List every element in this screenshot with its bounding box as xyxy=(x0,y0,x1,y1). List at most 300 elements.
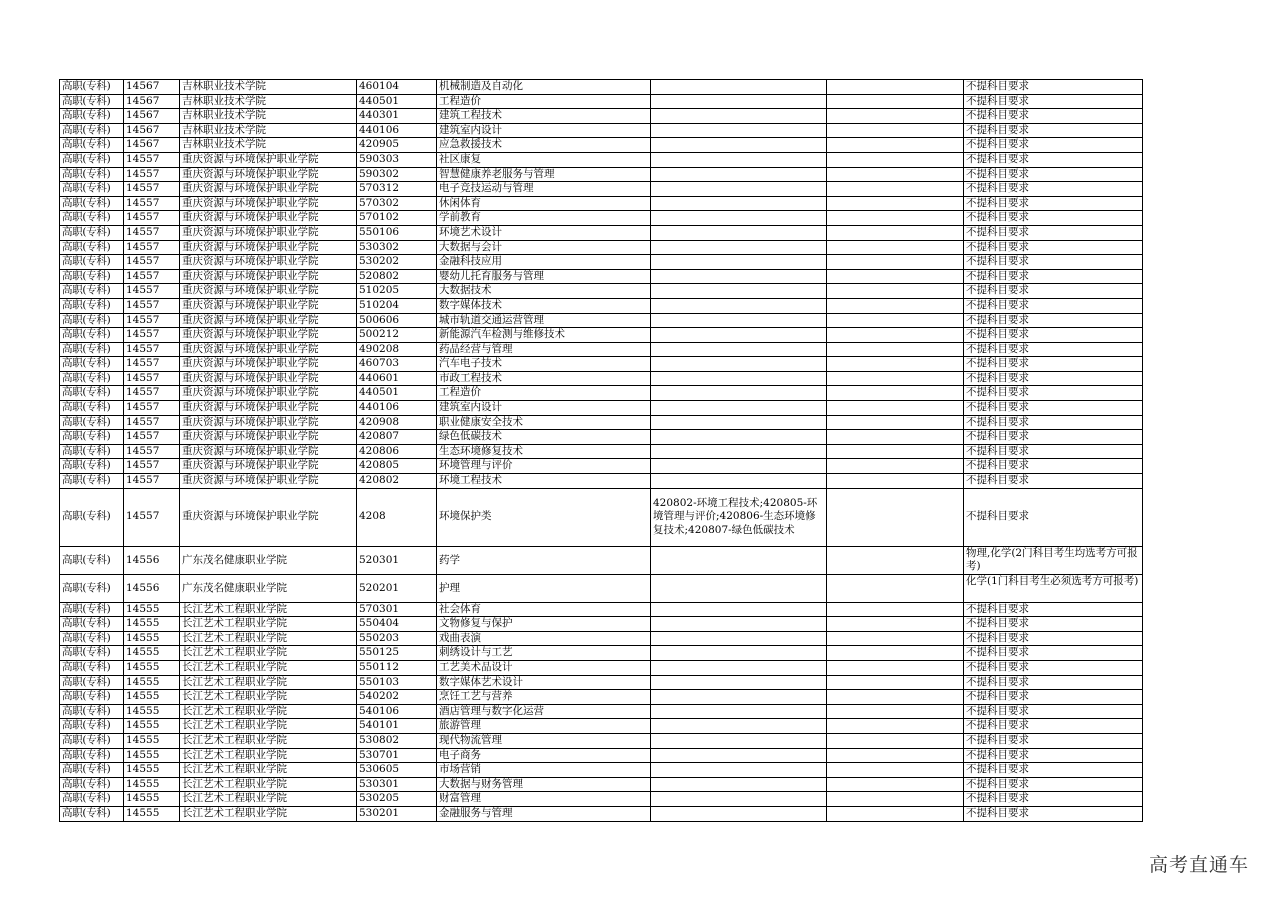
cell-included-majors xyxy=(651,444,827,459)
cell-note xyxy=(827,430,964,445)
cell-major-code: 500212 xyxy=(357,328,437,343)
cell-level: 高职(专科) xyxy=(60,357,124,372)
cell-note xyxy=(827,646,964,661)
cell-level: 高职(专科) xyxy=(60,474,124,489)
cell-school-name: 重庆资源与环境保护职业学院 xyxy=(180,459,357,474)
table-row xyxy=(60,444,1143,459)
table-row xyxy=(60,690,1143,705)
cell-included-majors xyxy=(651,401,827,416)
table-row xyxy=(60,719,1143,734)
cell-subject-requirement: 不提科目要求 xyxy=(964,211,1143,226)
cell-subject-requirement: 不提科目要求 xyxy=(964,109,1143,124)
cell-note xyxy=(827,719,964,734)
cell-school-name: 长江艺术工程职业学院 xyxy=(180,748,357,763)
cell-subject-requirement: 不提科目要求 xyxy=(964,806,1143,821)
cell-major-name: 市政工程技术 xyxy=(437,371,651,386)
cell-note xyxy=(827,777,964,792)
cell-school-name: 长江艺术工程职业学院 xyxy=(180,646,357,661)
cell-subject-requirement: 不提科目要求 xyxy=(964,313,1143,328)
cell-school-name: 重庆资源与环境保护职业学院 xyxy=(180,211,357,226)
cell-major-code: 530701 xyxy=(357,748,437,763)
cell-school-code: 14555 xyxy=(124,661,180,676)
cell-note xyxy=(827,298,964,313)
cell-major-name: 绿色低碳技术 xyxy=(437,430,651,445)
cell-school-code: 14556 xyxy=(124,574,180,602)
cell-school-code: 14557 xyxy=(124,211,180,226)
watermark: 高考直通车 xyxy=(1148,854,1249,876)
cell-level: 高职(专科) xyxy=(60,328,124,343)
cell-level: 高职(专科) xyxy=(60,646,124,661)
cell-included-majors xyxy=(651,617,827,632)
cell-major-code: 550112 xyxy=(357,661,437,676)
cell-subject-requirement: 不提科目要求 xyxy=(964,401,1143,416)
cell-subject-requirement: 不提科目要求 xyxy=(964,488,1143,546)
cell-included-majors xyxy=(651,661,827,676)
cell-level: 高职(专科) xyxy=(60,255,124,270)
cell-subject-requirement: 不提科目要求 xyxy=(964,269,1143,284)
table-row xyxy=(60,430,1143,445)
cell-subject-requirement: 不提科目要求 xyxy=(964,342,1143,357)
cell-note xyxy=(827,94,964,109)
table-row xyxy=(60,792,1143,807)
cell-school-name: 重庆资源与环境保护职业学院 xyxy=(180,255,357,270)
table-row xyxy=(60,661,1143,676)
table-row xyxy=(60,225,1143,240)
cell-school-code: 14567 xyxy=(124,123,180,138)
cell-major-code: 550404 xyxy=(357,617,437,632)
cell-subject-requirement: 不提科目要求 xyxy=(964,474,1143,489)
cell-major-code: 570312 xyxy=(357,182,437,197)
cell-school-name: 重庆资源与环境保护职业学院 xyxy=(180,415,357,430)
cell-included-majors xyxy=(651,733,827,748)
cell-major-name: 环境管理与评价 xyxy=(437,459,651,474)
cell-included-majors xyxy=(651,328,827,343)
cell-school-name: 长江艺术工程职业学院 xyxy=(180,631,357,646)
cell-school-name: 吉林职业技术学院 xyxy=(180,80,357,95)
cell-major-code: 440106 xyxy=(357,401,437,416)
cell-school-name: 重庆资源与环境保护职业学院 xyxy=(180,313,357,328)
cell-major-name: 药品经营与管理 xyxy=(437,342,651,357)
cell-included-majors xyxy=(651,255,827,270)
cell-note xyxy=(827,269,964,284)
cell-note xyxy=(827,342,964,357)
cell-included-majors xyxy=(651,284,827,299)
cell-school-code: 14557 xyxy=(124,284,180,299)
cell-school-name: 吉林职业技术学院 xyxy=(180,138,357,153)
table-row xyxy=(60,269,1143,284)
cell-level: 高职(专科) xyxy=(60,386,124,401)
cell-school-code: 14555 xyxy=(124,806,180,821)
cell-included-majors xyxy=(651,415,827,430)
cell-school-name: 重庆资源与环境保护职业学院 xyxy=(180,152,357,167)
cell-school-code: 14555 xyxy=(124,675,180,690)
cell-school-name: 重庆资源与环境保护职业学院 xyxy=(180,225,357,240)
table-row xyxy=(60,386,1143,401)
cell-included-majors xyxy=(651,602,827,617)
cell-school-code: 14557 xyxy=(124,371,180,386)
cell-major-name: 婴幼儿托育服务与管理 xyxy=(437,269,651,284)
cell-school-code: 14557 xyxy=(124,444,180,459)
cell-level: 高职(专科) xyxy=(60,430,124,445)
cell-note xyxy=(827,80,964,95)
cell-subject-requirement: 不提科目要求 xyxy=(964,298,1143,313)
cell-major-code: 590302 xyxy=(357,167,437,182)
cell-level: 高职(专科) xyxy=(60,182,124,197)
cell-major-code: 550203 xyxy=(357,631,437,646)
cell-school-name: 重庆资源与环境保护职业学院 xyxy=(180,357,357,372)
cell-school-name: 重庆资源与环境保护职业学院 xyxy=(180,196,357,211)
cell-school-name: 重庆资源与环境保护职业学院 xyxy=(180,240,357,255)
cell-school-code: 14555 xyxy=(124,617,180,632)
cell-school-name: 重庆资源与环境保护职业学院 xyxy=(180,342,357,357)
table-row xyxy=(60,763,1143,778)
cell-note xyxy=(827,138,964,153)
table-row xyxy=(60,255,1143,270)
cell-note xyxy=(827,444,964,459)
cell-school-name: 长江艺术工程职业学院 xyxy=(180,704,357,719)
cell-major-name: 建筑工程技术 xyxy=(437,109,651,124)
cell-major-name: 社会体育 xyxy=(437,602,651,617)
cell-included-majors xyxy=(651,298,827,313)
table-row xyxy=(60,94,1143,109)
cell-included-majors xyxy=(651,123,827,138)
table-row xyxy=(60,211,1143,226)
cell-school-code: 14557 xyxy=(124,342,180,357)
table-row xyxy=(60,459,1143,474)
cell-major-name: 职业健康安全技术 xyxy=(437,415,651,430)
cell-school-code: 14567 xyxy=(124,80,180,95)
table-row xyxy=(60,675,1143,690)
cell-level: 高职(专科) xyxy=(60,401,124,416)
cell-note xyxy=(827,806,964,821)
cell-major-name: 休闲体育 xyxy=(437,196,651,211)
table-row xyxy=(60,733,1143,748)
cell-major-name: 大数据技术 xyxy=(437,284,651,299)
cell-major-code: 4208 xyxy=(357,488,437,546)
cell-included-majors xyxy=(651,269,827,284)
cell-school-name: 重庆资源与环境保护职业学院 xyxy=(180,488,357,546)
cell-subject-requirement: 不提科目要求 xyxy=(964,763,1143,778)
table-row xyxy=(60,488,1143,546)
cell-major-name: 环境艺术设计 xyxy=(437,225,651,240)
cell-school-name: 长江艺术工程职业学院 xyxy=(180,690,357,705)
cell-school-code: 14557 xyxy=(124,328,180,343)
cell-major-code: 570301 xyxy=(357,602,437,617)
cell-level: 高职(专科) xyxy=(60,109,124,124)
table-row xyxy=(60,240,1143,255)
cell-major-name: 旅游管理 xyxy=(437,719,651,734)
cell-subject-requirement: 不提科目要求 xyxy=(964,733,1143,748)
cell-included-majors xyxy=(651,182,827,197)
cell-level: 高职(专科) xyxy=(60,546,124,574)
cell-major-code: 570102 xyxy=(357,211,437,226)
cell-included-majors xyxy=(651,196,827,211)
cell-note xyxy=(827,617,964,632)
cell-school-name: 广东茂名健康职业学院 xyxy=(180,574,357,602)
cell-school-name: 长江艺术工程职业学院 xyxy=(180,733,357,748)
cell-level: 高职(专科) xyxy=(60,138,124,153)
cell-major-name: 电子竞技运动与管理 xyxy=(437,182,651,197)
cell-major-code: 570302 xyxy=(357,196,437,211)
cell-subject-requirement: 不提科目要求 xyxy=(964,357,1143,372)
cell-major-name: 现代物流管理 xyxy=(437,733,651,748)
cell-level: 高职(专科) xyxy=(60,298,124,313)
enrollment-table xyxy=(59,79,1143,822)
cell-major-name: 生态环境修复技术 xyxy=(437,444,651,459)
cell-level: 高职(专科) xyxy=(60,661,124,676)
cell-major-code: 540106 xyxy=(357,704,437,719)
cell-major-name: 药学 xyxy=(437,546,651,574)
cell-school-code: 14557 xyxy=(124,225,180,240)
cell-subject-requirement: 不提科目要求 xyxy=(964,94,1143,109)
cell-level: 高职(专科) xyxy=(60,719,124,734)
table-row xyxy=(60,109,1143,124)
table-row xyxy=(60,371,1143,386)
cell-major-name: 刺绣设计与工艺 xyxy=(437,646,651,661)
cell-major-code: 510205 xyxy=(357,284,437,299)
table-row xyxy=(60,80,1143,95)
table-row xyxy=(60,357,1143,372)
cell-note xyxy=(827,152,964,167)
cell-level: 高职(专科) xyxy=(60,313,124,328)
cell-included-majors xyxy=(651,474,827,489)
cell-school-code: 14557 xyxy=(124,459,180,474)
cell-note xyxy=(827,240,964,255)
cell-subject-requirement: 不提科目要求 xyxy=(964,777,1143,792)
table-row xyxy=(60,546,1143,574)
table-body xyxy=(60,80,1143,822)
table-row xyxy=(60,123,1143,138)
cell-school-name: 重庆资源与环境保护职业学院 xyxy=(180,444,357,459)
cell-major-code: 420805 xyxy=(357,459,437,474)
cell-level: 高职(专科) xyxy=(60,444,124,459)
cell-level: 高职(专科) xyxy=(60,284,124,299)
cell-major-code: 460703 xyxy=(357,357,437,372)
cell-subject-requirement: 不提科目要求 xyxy=(964,748,1143,763)
table-row xyxy=(60,574,1143,602)
cell-school-code: 14555 xyxy=(124,777,180,792)
cell-included-majors xyxy=(651,690,827,705)
cell-major-name: 电子商务 xyxy=(437,748,651,763)
cell-note xyxy=(827,255,964,270)
cell-major-name: 机械制造及自动化 xyxy=(437,80,651,95)
cell-major-code: 420908 xyxy=(357,415,437,430)
cell-major-code: 530202 xyxy=(357,255,437,270)
cell-subject-requirement: 不提科目要求 xyxy=(964,167,1143,182)
cell-level: 高职(专科) xyxy=(60,225,124,240)
cell-level: 高职(专科) xyxy=(60,152,124,167)
cell-major-name: 环境保护类 xyxy=(437,488,651,546)
cell-major-code: 520301 xyxy=(357,546,437,574)
cell-major-code: 530605 xyxy=(357,763,437,778)
cell-level: 高职(专科) xyxy=(60,704,124,719)
cell-major-name: 文物修复与保护 xyxy=(437,617,651,632)
table-row xyxy=(60,617,1143,632)
cell-school-code: 14557 xyxy=(124,167,180,182)
cell-major-name: 环境工程技术 xyxy=(437,474,651,489)
cell-subject-requirement: 不提科目要求 xyxy=(964,284,1143,299)
cell-level: 高职(专科) xyxy=(60,574,124,602)
cell-major-code: 420807 xyxy=(357,430,437,445)
cell-note xyxy=(827,225,964,240)
cell-included-majors xyxy=(651,225,827,240)
cell-note xyxy=(827,415,964,430)
cell-note xyxy=(827,733,964,748)
cell-included-majors xyxy=(651,313,827,328)
cell-school-code: 14557 xyxy=(124,488,180,546)
cell-major-name: 工程造价 xyxy=(437,386,651,401)
cell-subject-requirement: 不提科目要求 xyxy=(964,631,1143,646)
cell-school-name: 吉林职业技术学院 xyxy=(180,94,357,109)
cell-school-code: 14557 xyxy=(124,196,180,211)
cell-level: 高职(专科) xyxy=(60,80,124,95)
cell-level: 高职(专科) xyxy=(60,167,124,182)
cell-major-code: 550106 xyxy=(357,225,437,240)
cell-school-code: 14557 xyxy=(124,313,180,328)
cell-major-name: 护理 xyxy=(437,574,651,602)
cell-included-majors xyxy=(651,792,827,807)
cell-subject-requirement: 不提科目要求 xyxy=(964,792,1143,807)
cell-level: 高职(专科) xyxy=(60,459,124,474)
cell-note xyxy=(827,748,964,763)
cell-level: 高职(专科) xyxy=(60,94,124,109)
cell-major-name: 建筑室内设计 xyxy=(437,401,651,416)
table-row xyxy=(60,777,1143,792)
cell-school-code: 14557 xyxy=(124,240,180,255)
table-row xyxy=(60,415,1143,430)
cell-note xyxy=(827,792,964,807)
table-row xyxy=(60,806,1143,821)
cell-note xyxy=(827,371,964,386)
cell-subject-requirement: 不提科目要求 xyxy=(964,430,1143,445)
cell-subject-requirement: 不提科目要求 xyxy=(964,123,1143,138)
cell-included-majors xyxy=(651,459,827,474)
cell-note xyxy=(827,401,964,416)
cell-major-name: 工程造价 xyxy=(437,94,651,109)
cell-note xyxy=(827,357,964,372)
cell-major-code: 540101 xyxy=(357,719,437,734)
cell-major-name: 财富管理 xyxy=(437,792,651,807)
cell-included-majors xyxy=(651,167,827,182)
cell-school-name: 重庆资源与环境保护职业学院 xyxy=(180,474,357,489)
cell-subject-requirement: 不提科目要求 xyxy=(964,328,1143,343)
cell-school-code: 14567 xyxy=(124,94,180,109)
cell-major-code: 520802 xyxy=(357,269,437,284)
cell-included-majors xyxy=(651,109,827,124)
cell-school-name: 长江艺术工程职业学院 xyxy=(180,719,357,734)
cell-included-majors xyxy=(651,719,827,734)
cell-school-code: 14555 xyxy=(124,704,180,719)
cell-school-name: 吉林职业技术学院 xyxy=(180,123,357,138)
cell-level: 高职(专科) xyxy=(60,211,124,226)
cell-subject-requirement: 不提科目要求 xyxy=(964,182,1143,197)
table-row xyxy=(60,631,1143,646)
cell-level: 高职(专科) xyxy=(60,806,124,821)
table-row xyxy=(60,748,1143,763)
cell-note xyxy=(827,459,964,474)
cell-school-name: 重庆资源与环境保护职业学院 xyxy=(180,284,357,299)
cell-subject-requirement: 不提科目要求 xyxy=(964,661,1143,676)
cell-included-majors xyxy=(651,342,827,357)
cell-subject-requirement: 不提科目要求 xyxy=(964,80,1143,95)
cell-note xyxy=(827,675,964,690)
cell-included-majors xyxy=(651,240,827,255)
cell-subject-requirement: 不提科目要求 xyxy=(964,444,1143,459)
cell-subject-requirement: 不提科目要求 xyxy=(964,415,1143,430)
cell-major-code: 550125 xyxy=(357,646,437,661)
cell-school-name: 重庆资源与环境保护职业学院 xyxy=(180,371,357,386)
cell-school-code: 14557 xyxy=(124,401,180,416)
cell-included-majors xyxy=(651,152,827,167)
cell-included-majors xyxy=(651,357,827,372)
cell-subject-requirement: 不提科目要求 xyxy=(964,255,1143,270)
cell-level: 高职(专科) xyxy=(60,675,124,690)
cell-major-name: 工艺美术品设计 xyxy=(437,661,651,676)
cell-major-name: 应急救援技术 xyxy=(437,138,651,153)
cell-school-code: 14556 xyxy=(124,546,180,574)
cell-subject-requirement: 不提科目要求 xyxy=(964,371,1143,386)
cell-school-name: 长江艺术工程职业学院 xyxy=(180,675,357,690)
cell-included-majors xyxy=(651,646,827,661)
cell-note xyxy=(827,313,964,328)
cell-school-name: 重庆资源与环境保护职业学院 xyxy=(180,386,357,401)
cell-school-name: 长江艺术工程职业学院 xyxy=(180,661,357,676)
cell-school-name: 长江艺术工程职业学院 xyxy=(180,763,357,778)
cell-note xyxy=(827,690,964,705)
cell-included-majors xyxy=(651,763,827,778)
cell-major-code: 530302 xyxy=(357,240,437,255)
cell-school-code: 14557 xyxy=(124,152,180,167)
cell-major-name: 学前教育 xyxy=(437,211,651,226)
cell-included-majors xyxy=(651,704,827,719)
cell-major-name: 大数据与会计 xyxy=(437,240,651,255)
cell-major-name: 智慧健康养老服务与管理 xyxy=(437,167,651,182)
cell-school-code: 14555 xyxy=(124,719,180,734)
cell-major-code: 440601 xyxy=(357,371,437,386)
cell-subject-requirement: 不提科目要求 xyxy=(964,196,1143,211)
cell-school-name: 重庆资源与环境保护职业学院 xyxy=(180,328,357,343)
cell-included-majors xyxy=(651,546,827,574)
cell-subject-requirement: 不提科目要求 xyxy=(964,646,1143,661)
cell-school-name: 吉林职业技术学院 xyxy=(180,109,357,124)
cell-school-code: 14555 xyxy=(124,602,180,617)
cell-major-code: 440106 xyxy=(357,123,437,138)
cell-school-name: 长江艺术工程职业学院 xyxy=(180,806,357,821)
cell-level: 高职(专科) xyxy=(60,415,124,430)
cell-school-name: 重庆资源与环境保护职业学院 xyxy=(180,182,357,197)
cell-level: 高职(专科) xyxy=(60,792,124,807)
cell-level: 高职(专科) xyxy=(60,690,124,705)
cell-level: 高职(专科) xyxy=(60,342,124,357)
cell-note xyxy=(827,109,964,124)
cell-subject-requirement: 不提科目要求 xyxy=(964,704,1143,719)
cell-major-code: 440501 xyxy=(357,94,437,109)
cell-note xyxy=(827,763,964,778)
cell-school-code: 14555 xyxy=(124,733,180,748)
cell-included-majors xyxy=(651,386,827,401)
cell-subject-requirement: 不提科目要求 xyxy=(964,690,1143,705)
cell-subject-requirement: 不提科目要求 xyxy=(964,386,1143,401)
cell-school-code: 14557 xyxy=(124,357,180,372)
cell-note xyxy=(827,474,964,489)
cell-major-name: 戏曲表演 xyxy=(437,631,651,646)
cell-school-name: 重庆资源与环境保护职业学院 xyxy=(180,401,357,416)
cell-major-code: 550103 xyxy=(357,675,437,690)
cell-school-code: 14555 xyxy=(124,792,180,807)
cell-subject-requirement: 不提科目要求 xyxy=(964,225,1143,240)
cell-note xyxy=(827,574,964,602)
cell-major-name: 城市轨道交通运营管理 xyxy=(437,313,651,328)
